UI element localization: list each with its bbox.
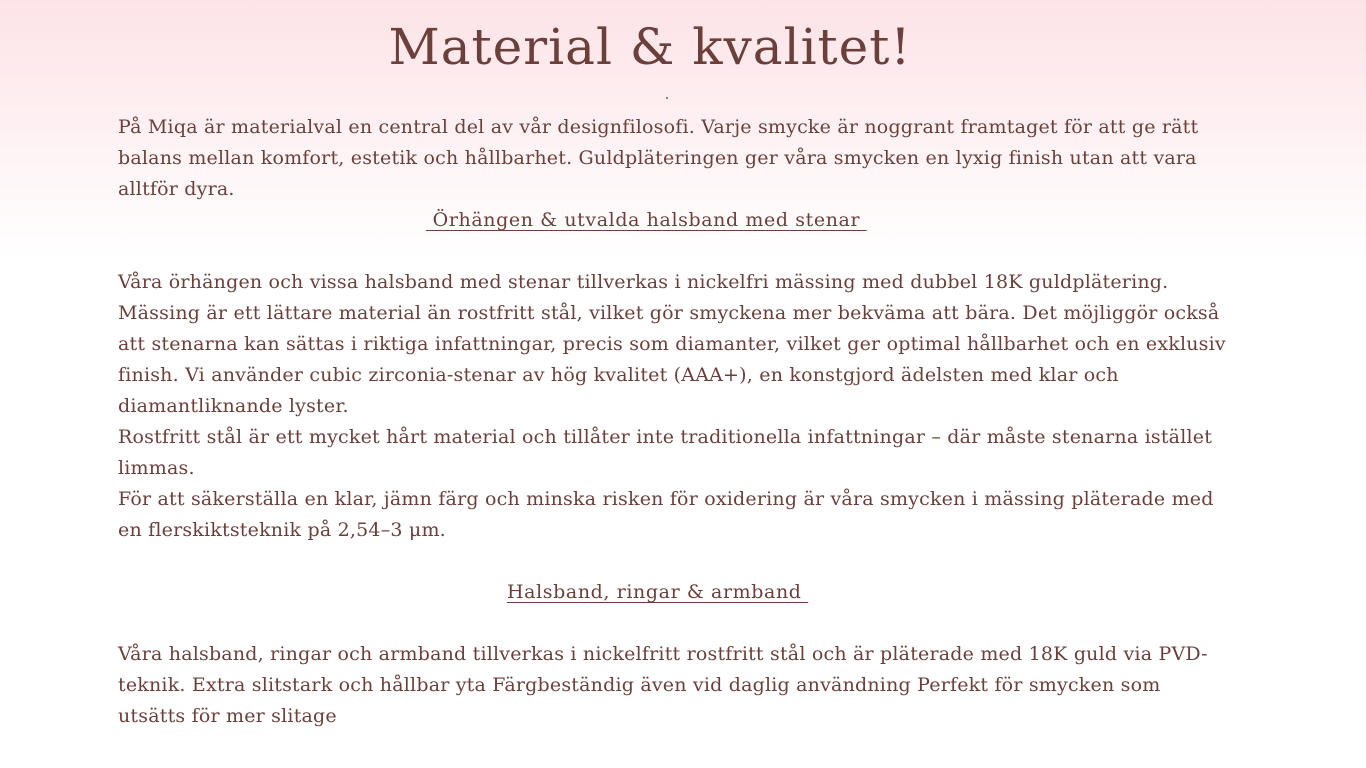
earrings-paragraph-2: Rostfritt stål är ett mycket hårt material och tillåter inte traditionella infattningar – där måste stenarna istället limmas. — [118, 426, 1213, 479]
earrings-paragraph-3: För att säkerställa en klar, jämn färg och minska risken för oxidering är våra smycken i mässing pläterade med en flerskiktsteknik på 2,54–3 μm. — [118, 488, 1214, 541]
spacer — [118, 236, 1228, 267]
main-content — [118, 112, 1228, 732]
intro-paragraph: På Miqa är materialval en central del av vår designfilosofi. Varje smycke är noggrant framtaget för att ge rätt balans mellan komfort, estetik och hållbarhet. Guldpläteringen ger våra smycken en lyxig finish utan att vara alltför dyra. — [118, 116, 1199, 200]
section-heading-earrings-wrap — [118, 205, 1228, 236]
page-title: Material & kvalitet! — [388, 18, 912, 76]
section-heading-necklaces: Halsband, ringar & armband — [507, 581, 809, 603]
section-heading-earrings: Örhängen & utvalda halsband med stenar — [426, 209, 867, 231]
spacer — [118, 546, 1228, 577]
spacer — [118, 608, 1228, 639]
earrings-paragraph-1: Våra örhängen och vissa halsband med stenar tillverkas i nickelfri mässing med dubbel 18K guldplätering. Mässing är ett lättare material än rostfritt stål, vilket gör smyckena mer bekväma att bära. Det möjliggör också att stenarna kan sättas i riktiga infattningar, precis som diamanter, vilket ger optimal hållbarhet och en exklusiv finish. Vi använder cubic zirconia-stenar av hög kvalitet (AAA+), en konstgjord ädelsten med klar och diamantliknande lyster. — [118, 271, 1226, 417]
necklaces-paragraph-1: Våra halsband, ringar och armband tillverkas i nickelfritt rostfritt stål och är pläterade med 18K guld via PVD-teknik. Extra slitstark och hållbar yta Färgbeständig även vid daglig användning Perfekt för smycken som utsätts för mer slitage — [118, 643, 1208, 727]
section-heading-necklaces-wrap — [118, 577, 1228, 608]
decorative-dot — [666, 97, 668, 99]
